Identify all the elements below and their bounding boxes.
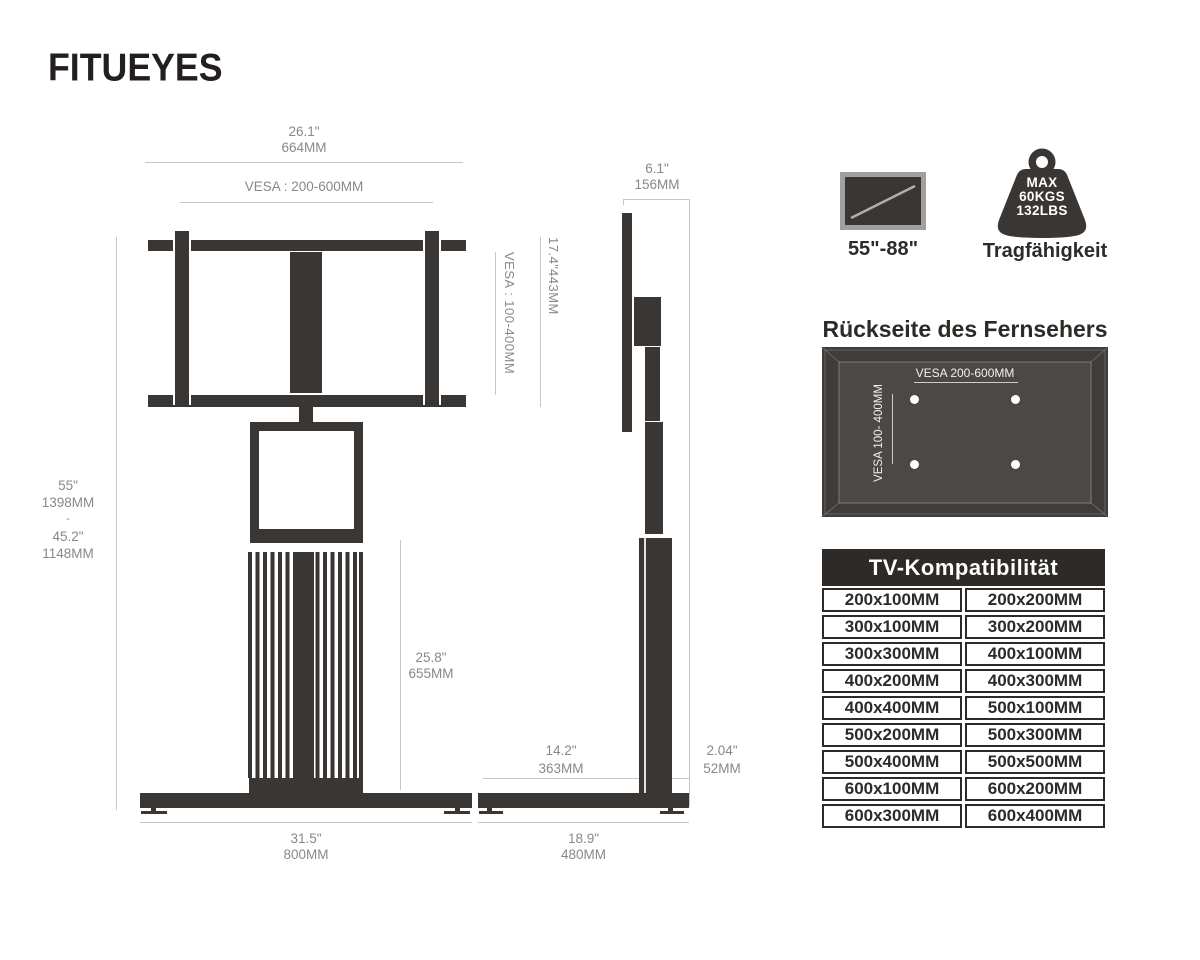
side-offset-inches: 14.2" [545,743,577,758]
weight-capacity-label: Tragfähigkeit [982,240,1108,262]
vesa-size-cell: 400x300MM [965,669,1105,693]
vesa-size-cell: 300x300MM [822,642,962,666]
compatibility-table-body [822,588,1105,828]
front-vesa-side-label: VESA : 100-400MM [502,252,517,375]
tv-back-panel [822,347,1108,517]
vesa-size-cell: 500x200MM [822,723,962,747]
side-right-extension-line [689,199,690,806]
side-mount-block [634,297,661,346]
front-width-mm: 664MM [281,140,327,155]
stand-housing-box [250,422,363,543]
vesa-size-cell: 600x100MM [822,777,962,801]
side-bracket-plate [622,213,632,432]
front-vesa-top-label: VESA : 200-600MM [244,179,364,194]
tv-diagonal-icon [845,177,921,225]
bracket-right-rail [423,231,441,405]
back-panel-vesa-v-line [892,394,893,464]
back-panel-vesa-horizontal: VESA 200-600MM [915,366,1015,380]
tv-size-range-label: 55"-88" [847,238,919,260]
front-height-dimension [30,477,106,562]
vesa-size-cell: 600x300MM [822,804,962,828]
front-base-dimension [140,831,472,863]
side-base-bar [478,793,689,808]
side-base-inches: 18.9" [567,831,600,846]
weight-kgs: 60KGS [1019,189,1065,204]
compatibility-table-header: TV-Kompatibilität [822,549,1105,586]
front-base-inches: 31.5" [290,831,322,846]
bracket-height-dimension-line [540,237,541,407]
side-base-mm: 480MM [560,847,606,862]
vesa-size-cell: 200x200MM [965,588,1105,612]
vesa-size-cell: 500x400MM [822,750,962,774]
weight-lbs: 132LBS [1016,203,1068,218]
stand-pedestal [249,778,363,794]
column-height-dimension [395,650,467,682]
side-offset-dimension [516,742,606,778]
front-vesa-side-line [495,252,496,395]
side-lower-column [639,538,672,793]
side-column-mm: 52MM [703,761,741,776]
height-max-inches: 55" [58,478,78,493]
side-base-dimension-line [478,822,689,823]
front-width-dimension [145,124,463,156]
side-base-dimension [478,831,689,863]
stand-striped-column [248,552,363,778]
vesa-hole-top-left [910,395,919,404]
height-min-mm: 1148MM [42,546,94,561]
vesa-size-cell: 500x100MM [965,696,1105,720]
stand-neck [299,405,313,423]
vesa-size-cell: 300x100MM [822,615,962,639]
side-column-depth-dimension [692,742,752,778]
height-range-separator: - [66,513,70,525]
tv-compatibility-table [822,549,1105,828]
vesa-size-cell: 600x400MM [965,804,1105,828]
vesa-size-cell: 200x100MM [822,588,962,612]
bracket-height-inches: 17.4" [546,237,561,270]
height-min-inches: 45.2" [52,529,84,544]
bracket-height-mm: 443MM [546,269,561,316]
vesa-hole-bottom-left [910,460,919,469]
bracket-top-bar [148,240,466,251]
vesa-size-cell: 400x100MM [965,642,1105,666]
front-height-dimension-line [116,237,117,810]
back-panel-vesa-vertical: VESA 100- 400MM [873,384,885,482]
vesa-size-cell: 400x400MM [822,696,962,720]
column-height-mm: 655MM [408,666,454,681]
vesa-size-cell: 600x200MM [965,777,1105,801]
weight-max-label: MAX [1026,175,1058,190]
front-right-foot-plate [444,811,470,814]
front-base-dimension-line [140,822,472,823]
column-height-inches: 25.8" [415,650,447,665]
front-width-inches: 26.1" [288,124,320,139]
vesa-size-cell: 300x200MM [965,615,1105,639]
vesa-hole-top-right [1011,395,1020,404]
side-offset-mm: 363MM [538,761,584,776]
side-depth-dimension [612,161,702,193]
front-vesa-top-line [180,202,433,203]
bracket-center-column [290,252,322,393]
vesa-size-cell: 500x500MM [965,750,1105,774]
striped-column-right-edge [359,552,363,778]
side-right-foot-plate [660,811,684,814]
height-max-mm: 1398MM [41,495,95,510]
side-column-inches: 2.04" [706,743,738,758]
side-depth-inches: 6.1" [645,161,669,176]
side-depth-mm: 156MM [634,177,680,192]
front-base-bar [140,793,472,808]
weight-capacity-text [1007,176,1077,218]
side-depth-tick-left [623,199,624,205]
striped-column-center-band [297,552,314,778]
side-upper-column [645,422,663,534]
vesa-hole-bottom-right [1011,460,1020,469]
side-left-foot-plate [479,811,503,814]
bracket-height-dimension [546,237,561,407]
vesa-size-cell: 500x300MM [965,723,1105,747]
back-panel-vesa-h-line [914,382,1018,383]
front-width-dimension-line [145,162,463,163]
side-middle-bar [645,347,660,421]
tv-screen-icon [840,172,926,230]
front-base-mm: 800MM [283,847,329,862]
side-depth-dimension-line [623,199,690,200]
bracket-left-rail [173,231,191,405]
back-panel-title: Rückseite des Fernsehers [822,316,1108,342]
vesa-size-cell: 400x200MM [822,669,962,693]
front-left-foot-plate [141,811,167,814]
side-column-seam [644,538,646,793]
brand-logo: FITUEYES [48,46,223,90]
